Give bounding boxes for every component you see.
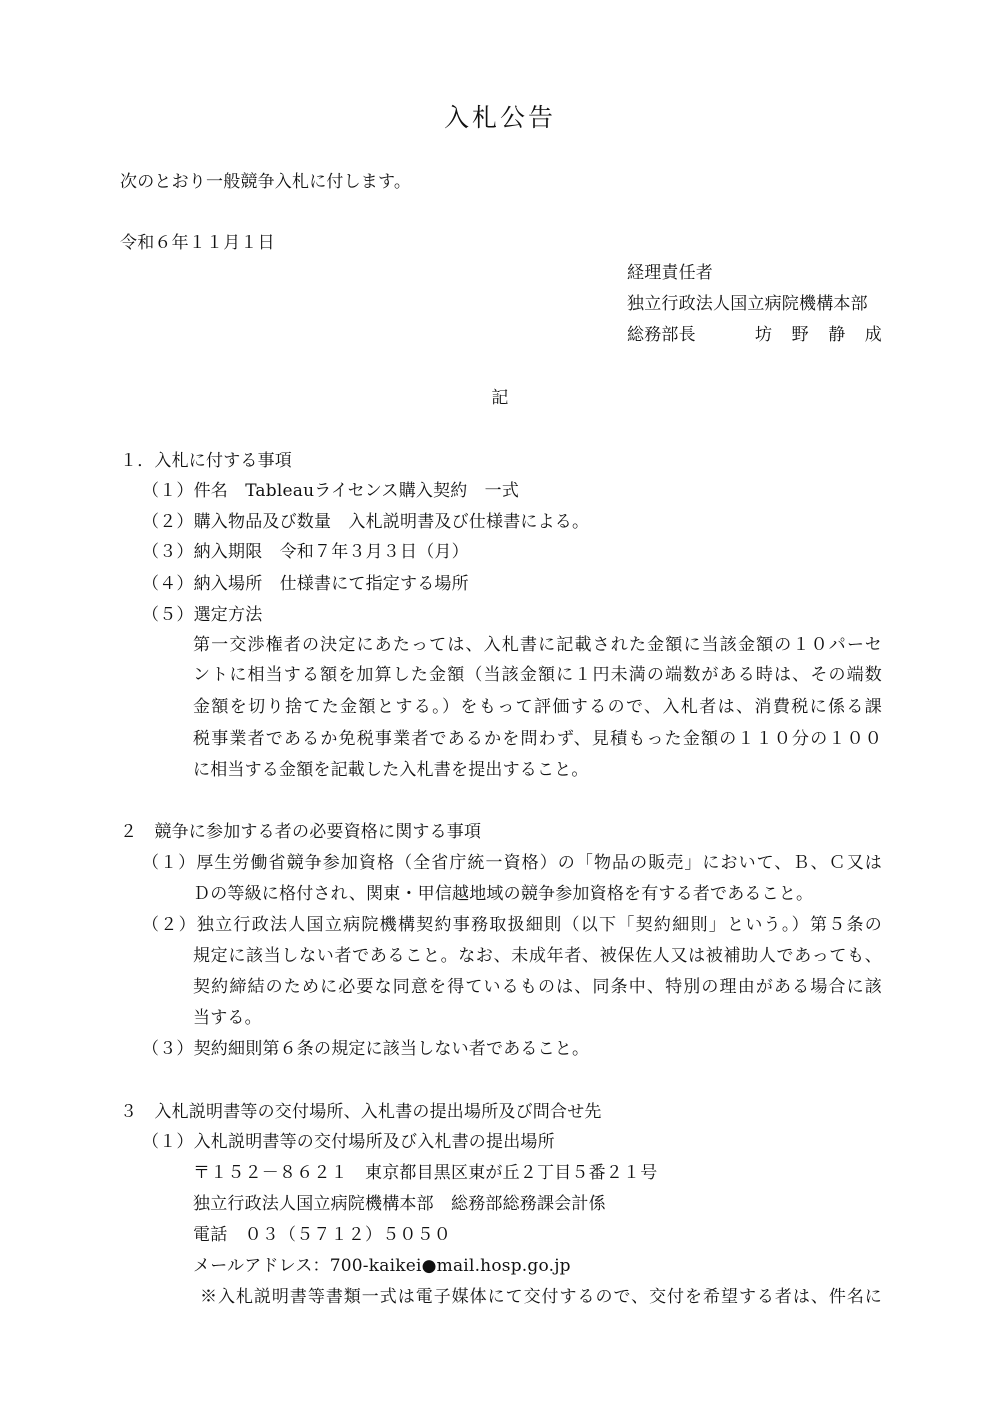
section1-item-quantity: （２）購入物品及び数量 入札説明書及び仕様書による。 [142,512,590,532]
section1-item-subject: （１）件名 Tableauライセンス購入契約 一式 [142,481,520,501]
intro-text: 次のとおり一般競争入札に付します。 [120,172,412,192]
section2-item2-line: 当する。 [193,1008,262,1028]
section3-heading: ３ 入札説明書等の交付場所、入札書の提出場所及び問合せ先 [120,1102,602,1122]
page-title: 入札公告 [443,103,556,132]
contact-department: 独立行政法人国立病院機構本部 総務部総務課会計係 [193,1194,606,1214]
section3-note: ※入札説明書等書類一式は電子媒体にて交付するので、交付を希望する者は、件名に [200,1287,882,1307]
section1-item-method: （５）選定方法 [142,605,263,625]
section2-item2-line: （２）独立行政法人国立病院機構契約事務取扱細則（以下「契約細則」という。）第５条の [142,915,882,935]
section2-heading: ２ 競争に参加する者の必要資格に関する事項 [120,822,482,842]
method-line: に相当する金額を記載した入札書を提出すること。 [193,760,589,780]
section3-item1: （１）入札説明書等の交付場所及び入札書の提出場所 [142,1132,555,1152]
signer-role: 経理責任者 [627,263,713,283]
method-line: ントに相当する額を加算した金額（当該金額に１円未満の端数がある時は、その端数 [193,665,882,685]
section2-item1-line: （１）厚生労働省競争参加資格（全省庁統一資格）の「物品の販売」において、Ｂ、Ｃ又は [142,853,882,873]
contact-email: メールアドレス：700-kaikei●mail.hosp.go.jp [193,1256,571,1276]
contact-phone: 電話 ０３（５７１２）５０５０ [193,1225,451,1245]
method-line: 税事業者であるか免税事業者であるかを問わず、見積もった金額の１１０分の１００ [193,729,882,749]
section2-item2-line: 契約締結のために必要な同意を得ているものは、同条中、特別の理由がある場合に該 [193,977,882,997]
contact-address: 〒１５２－８６２１ 東京都目黒区東が丘２丁目５番２１号 [193,1163,658,1183]
section1-item-location: （４）納入場所 仕様書にて指定する場所 [142,574,469,594]
signer-position: 総務部長 [627,325,696,345]
section2-item2-line: 規定に該当しない者であること。なお、未成年者、被保佐人又は被補助人であっても、 [193,946,882,966]
section1-item-deadline: （３）納入期限 令和７年３月３日（月） [142,542,469,562]
section1-heading: １．入札に付する事項 [120,451,292,471]
signer-name: 坊 野 静 成 [755,325,882,345]
section2-item1-line: Ｄの等級に格付され、関東・甲信越地域の競争参加資格を有する者であること。 [193,884,814,904]
notice-date: 令和６年１１月１日 [120,233,275,253]
ki-mark: 記 [491,388,509,408]
method-line: 第一交渉権者の決定にあたっては、入札書に記載された金額に当該金額の１０パーセ [193,635,882,655]
section2-item3: （３）契約細則第６条の規定に該当しない者であること。 [142,1039,590,1059]
signer-organization: 独立行政法人国立病院機構本部 [627,294,868,314]
method-line: 金額を切り捨てた金額とする。）をもって評価するので、入札者は、消費税に係る課 [193,697,882,717]
